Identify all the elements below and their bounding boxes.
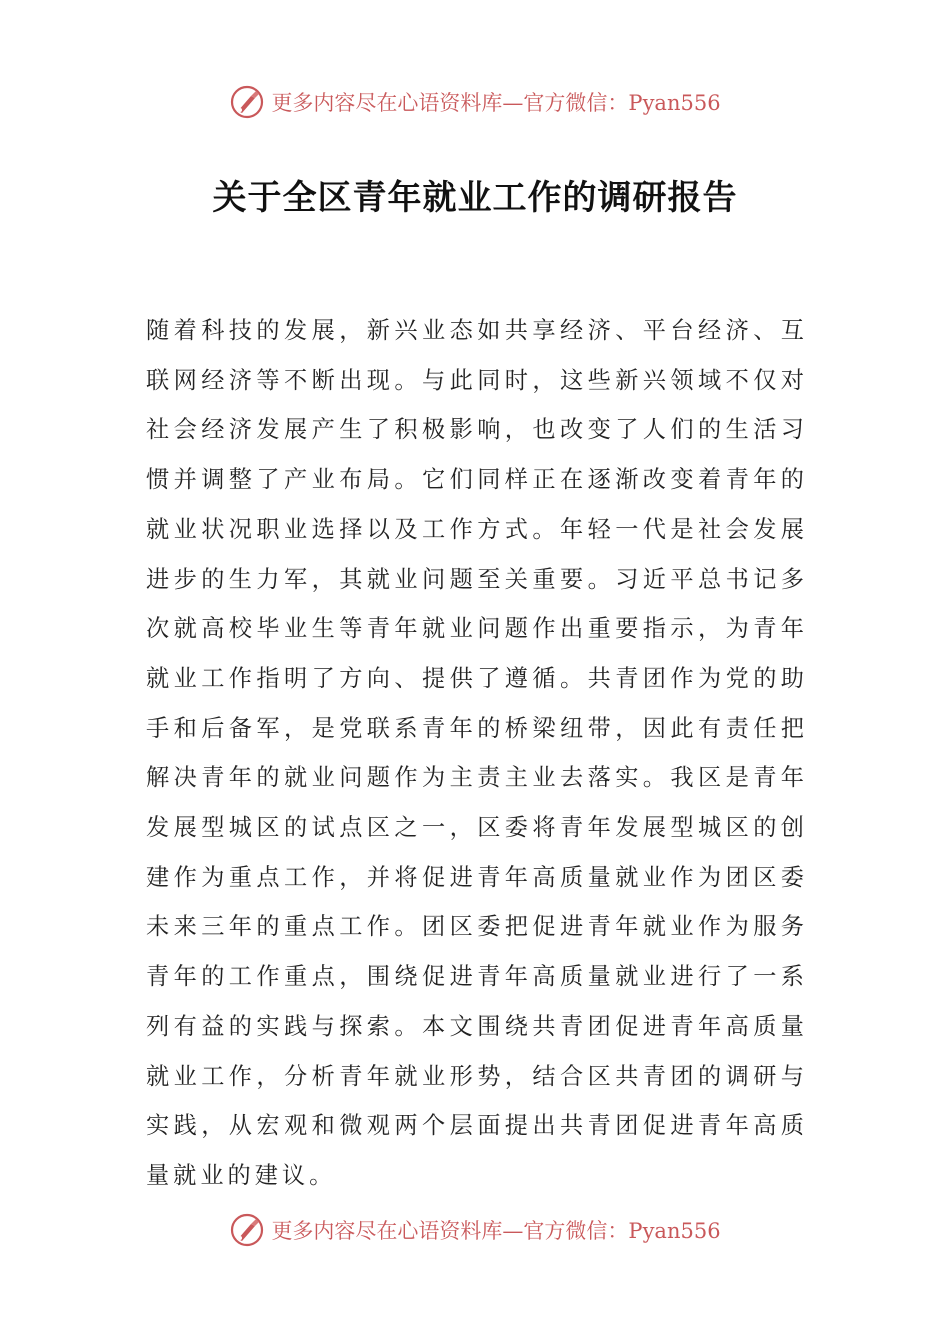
body-paragraph: 随着科技的发展，新兴业态如共享经济、平台经济、互联网经济等不断出现。与此同时，这些新兴领域不仅对社会经济发展产生了积极影响，也改变了人们的生活习惯并调整了产业布局。它们同样正在逐渐改变着青年的就业状况职业选择以及工作方式。年轻一代是社会发展进步的生力军，其就业问题至关重要。习近平总书记多次就高校毕业生等青年就业问题作出重要指示，为青年就业工作指明了方向、提供了遵循。共青团作为党的助手和后备军，是党联系青年的桥梁纽带，因此有责任把解决青年的就业问题作为主责主业去落实。我区是青年发展型城区的试点区之一，区委将青年发展型城区的创建作为重点工作，并将促进青年高质量就业作为团区委未来三年的重点工作。团区委把促进青年就业作为服务青年的工作重点，围绕促进青年高质量就业进行了一系列有益的实践与探索。本文围绕共青团促进青年高质量就业工作，分析青年就业形势，结合区共青团的调研与实践，从宏观和微观两个层面提出共青团促进青年高质量就业的建议。 — [146, 317, 808, 1189]
document-title: 关于全区青年就业工作的调研报告 — [212, 178, 738, 218]
footer-banner-text: 更多内容尽在心语资料库—官方微信：Pyan556 — [271, 1219, 721, 1243]
pen-nib-logo-icon — [229, 84, 265, 120]
header-watermark-banner — [0, 80, 950, 124]
footer-watermark-banner — [0, 1208, 950, 1252]
pen-nib-logo-icon — [229, 1212, 265, 1248]
header-banner-text: 更多内容尽在心语资料库—官方微信：Pyan556 — [271, 91, 721, 115]
